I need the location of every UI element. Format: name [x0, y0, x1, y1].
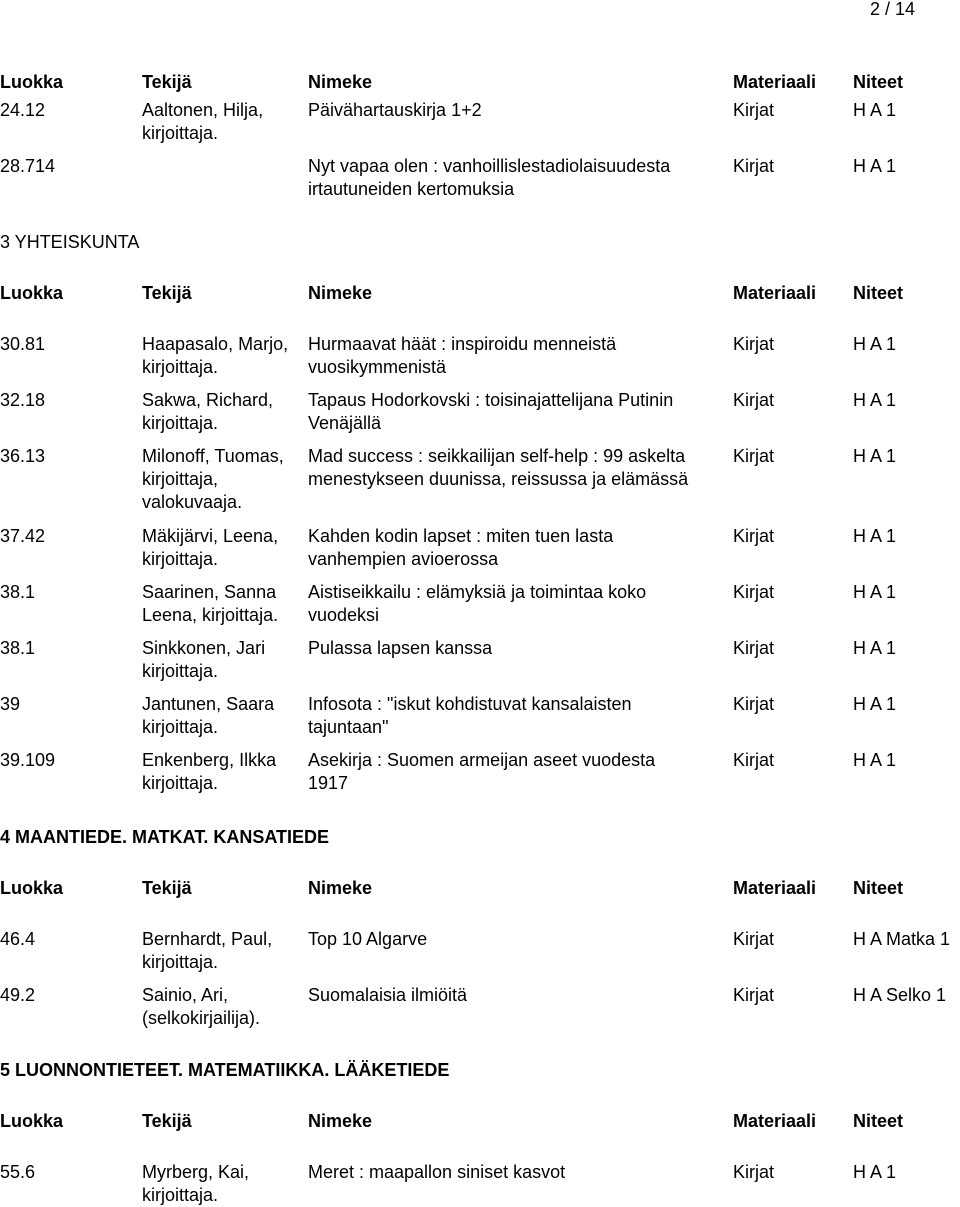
table-header	[0, 1110, 960, 1133]
row-luokka: 39	[0, 694, 21, 714]
row-materiaali: Kirjat	[733, 750, 775, 770]
row-materiaali: Kirjat	[733, 526, 775, 546]
header-luokka: Luokka	[0, 72, 64, 92]
row-materiaali: Kirjat	[733, 638, 775, 658]
row-tekija: Saarinen, Sanna Leena, kirjoittaja.	[142, 582, 279, 625]
row-nimeke: Infosota : "iskut kohdistuvat kansalaisten tajuntaan"	[308, 694, 632, 737]
table-header	[0, 71, 960, 94]
row-materiaali: Kirjat	[733, 1162, 775, 1182]
row-luokka: 55.6	[0, 1162, 36, 1182]
row-niteet: H A 1	[853, 156, 897, 176]
row-materiaali: Kirjat	[733, 334, 775, 354]
row-materiaali: Kirjat	[733, 929, 775, 949]
page-number: 2 / 14	[869, 0, 915, 19]
row-niteet: H A 1	[853, 446, 897, 466]
header-niteet: Niteet	[853, 72, 904, 92]
row-materiaali: Kirjat	[733, 100, 775, 120]
row-materiaali: Kirjat	[733, 694, 775, 714]
header-materiaali: Materiaali	[733, 72, 817, 92]
row-luokka: 24.12	[0, 100, 46, 120]
row-nimeke: Pulassa lapsen kanssa	[308, 638, 493, 658]
header-materiaali: Materiaali	[733, 283, 817, 303]
header-nimeke: Nimeke	[308, 72, 373, 92]
row-niteet: H A 1	[853, 750, 897, 770]
row-nimeke: Mad success : seikkailijan self-help : 99 askelta menestykseen duunissa, reissussa ja elämässä	[308, 446, 689, 489]
row-tekija: Myrberg, Kai, kirjoittaja.	[142, 1162, 250, 1205]
row-luokka: 28.714	[0, 156, 56, 176]
row-niteet: H A Matka 1	[853, 929, 951, 949]
row-luokka: 32.18	[0, 390, 46, 410]
header-luokka: Luokka	[0, 1111, 64, 1131]
row-luokka: 38.1	[0, 638, 36, 658]
header-nimeke: Nimeke	[308, 1111, 373, 1131]
row-nimeke: Hurmaavat häät : inspiroidu menneistä vuosikymmenistä	[308, 334, 617, 377]
row-nimeke: Päivähartauskirja 1+2	[308, 100, 482, 120]
row-nimeke: Asekirja : Suomen armeijan aseet vuodesta 1917	[308, 750, 656, 793]
row-niteet: H A 1	[853, 1162, 897, 1182]
row-luokka: 39.109	[0, 750, 56, 770]
row-luokka: 49.2	[0, 985, 36, 1005]
row-tekija: Bernhardt, Paul, kirjoittaja.	[142, 929, 273, 972]
row-luokka: 38.1	[0, 582, 36, 602]
row-nimeke: Kahden kodin lapset : miten tuen lasta vanhempien avioerossa	[308, 526, 614, 569]
row-materiaali: Kirjat	[733, 446, 775, 466]
row-nimeke: Tapaus Hodorkovski : toisinajattelijana Putinin Venäjällä	[308, 390, 674, 433]
row-materiaali: Kirjat	[733, 390, 775, 410]
row-niteet: H A 1	[853, 638, 897, 658]
header-nimeke: Nimeke	[308, 283, 373, 303]
header-tekija: Tekijä	[142, 283, 192, 303]
header-tekija: Tekijä	[142, 878, 192, 898]
header-luokka: Luokka	[0, 283, 64, 303]
row-nimeke: Nyt vapaa olen : vanhoillislestadiolaisuudesta irtautuneiden kertomuksia	[308, 156, 671, 199]
row-luokka: 46.4	[0, 929, 36, 949]
row-niteet: H A 1	[853, 582, 897, 602]
header-tekija: Tekijä	[142, 72, 192, 92]
table-header	[0, 282, 960, 305]
row-tekija: Aaltonen, Hilja, kirjoittaja.	[142, 100, 264, 143]
row-tekija: Jantunen, Saara kirjoittaja.	[142, 694, 275, 737]
row-nimeke: Suomalaisia ilmiöitä	[308, 985, 468, 1005]
row-tekija: Sainio, Ari, (selkokirjailija).	[142, 985, 261, 1028]
row-nimeke: Top 10 Algarve	[308, 929, 428, 949]
table-header	[0, 877, 960, 900]
row-niteet: H A Selko 1	[853, 985, 947, 1005]
row-tekija: Haapasalo, Marjo, kirjoittaja.	[142, 334, 289, 377]
header-nimeke: Nimeke	[308, 878, 373, 898]
header-tekija: Tekijä	[142, 1111, 192, 1131]
row-niteet: H A 1	[853, 526, 897, 546]
row-tekija: Sakwa, Richard, kirjoittaja.	[142, 390, 274, 433]
header-niteet: Niteet	[853, 878, 904, 898]
row-tekija: Mäkijärvi, Leena, kirjoittaja.	[142, 526, 279, 569]
header-niteet: Niteet	[853, 1111, 904, 1131]
row-materiaali: Kirjat	[733, 582, 775, 602]
row-materiaali: Kirjat	[733, 156, 775, 176]
row-luokka: 37.42	[0, 526, 46, 546]
row-niteet: H A 1	[853, 694, 897, 714]
header-niteet: Niteet	[853, 283, 904, 303]
row-tekija: Milonoff, Tuomas, kirjoittaja, valokuvaaja.	[142, 446, 284, 512]
section-title-luonnontieteet: 5 LUONNONTIETEET. MATEMATIIKKA. LÄÄKETIEDE	[0, 1060, 450, 1080]
header-luokka: Luokka	[0, 878, 64, 898]
row-nimeke: Aistiseikkailu : elämyksiä ja toimintaa koko vuodeksi	[308, 582, 647, 625]
row-niteet: H A 1	[853, 390, 897, 410]
section-title-yhteiskunta: 3 YHTEISKUNTA	[0, 232, 140, 252]
header-materiaali: Materiaali	[733, 878, 817, 898]
row-nimeke: Meret : maapallon siniset kasvot	[308, 1162, 566, 1182]
header-materiaali: Materiaali	[733, 1111, 817, 1131]
row-luokka: 36.13	[0, 446, 46, 466]
row-tekija: Sinkkonen, Jari kirjoittaja.	[142, 638, 266, 681]
row-materiaali: Kirjat	[733, 985, 775, 1005]
row-luokka: 30.81	[0, 334, 46, 354]
row-niteet: H A 1	[853, 334, 897, 354]
row-niteet: H A 1	[853, 100, 897, 120]
section-title-maantiede: 4 MAANTIEDE. MATKAT. KANSATIEDE	[0, 827, 330, 847]
row-tekija: Enkenberg, Ilkka kirjoittaja.	[142, 750, 277, 793]
